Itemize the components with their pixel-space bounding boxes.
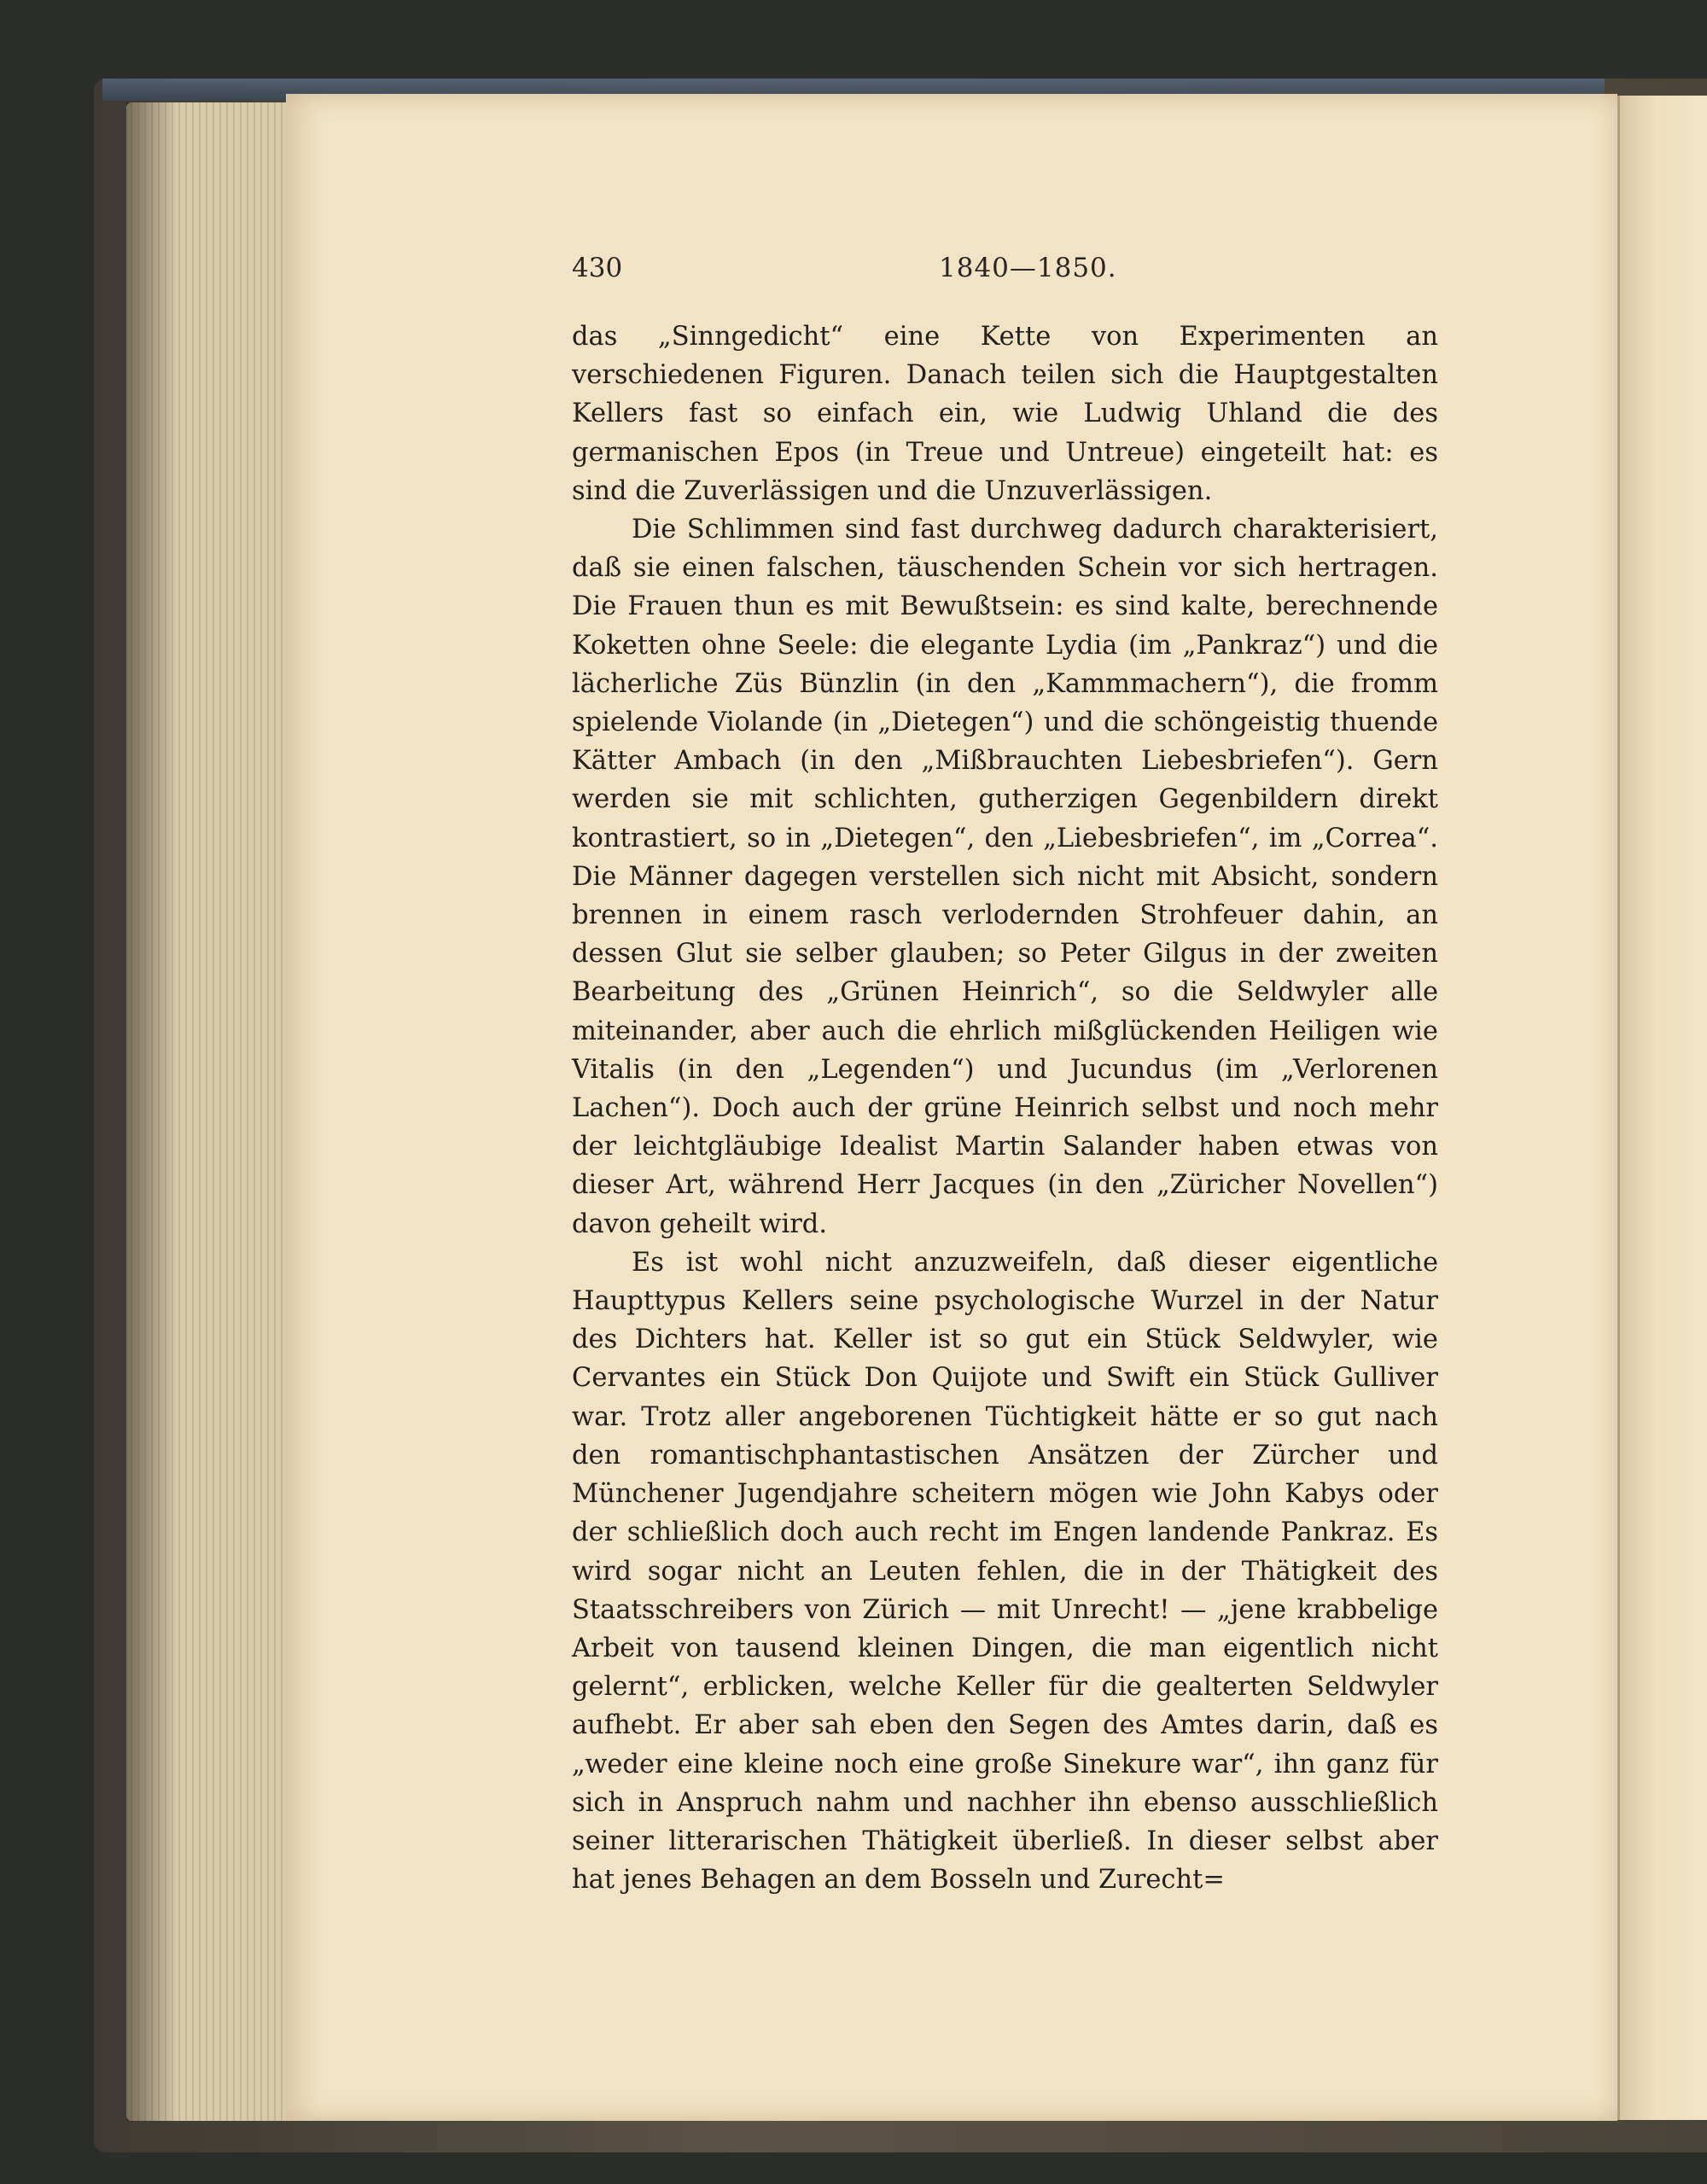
page-stack-shadow bbox=[126, 102, 178, 2121]
body-text bbox=[572, 317, 1438, 1899]
paragraph: Es ist wohl nicht anzuzweifeln, daß dieser eigentliche Haupttypus Kellers seine psychologische Wurzel in der Natur des Dichters hat. Keller ist so gut ein Stück Seldwyler, wie Cervantes ein Stück Don Quijote und Swift ein Stück Gulliver war. Trotz aller angeborenen Tüchtigkeit hätte er so gut nach den romantischphantastischen Ansätzen der Zürcher und Münchener Jugendjahre scheitern mögen wie John Kabys oder der schließlich doch auch recht im Engen landende Pankraz. Es wird sogar nicht an Leuten fehlen, die in der Thätigkeit des Staatsschreibers von Zürich — mit Unrecht! — „jene krabbelige Arbeit von tausend kleinen Dingen, die man eigentlich nicht gelernt“, erblicken, welche Keller für die gealterten Seldwyler aufhebt. Er aber sah eben den Segen des Amtes darin, daß es „weder eine kleine noch eine große Sinekure war“, ihn ganz für sich in Anspruch nahm und nachher ihn ebenso ausschließlich seiner litterarischen Thätigkeit überließ. In dieser selbst aber hat jenes Behagen an dem Bosseln und Zurecht= bbox=[572, 1247, 1438, 1896]
page-header bbox=[572, 253, 1464, 295]
paragraph: Die Schlimmen sind fast durchweg dadurch charakterisiert, daß sie einen falschen, täuschenden Schein vor sich hertragen. Die Frauen thun es mit Bewußtsein: es sind kalte, berechnende Koketten ohne Seele: die elegante Lydia (im „Pankraz“) und die lächerliche Züs Bünzlin (in den „Kammmachern“), die fromm spielende Violande (in „Dietegen“) und die schöngeistig thuende Kätter Ambach (in den „Mißbrauchten Liebesbriefen“). Gern werden sie mit schlichten, gutherzigen Gegenbildern direkt kontrastiert, so in „Dietegen“, den „Liebesbriefen“, im „Correa“. Die Männer dagegen verstellen sich nicht mit Absicht, sondern brennen in einem rasch verlodernden Strohfeuer dahin, an dessen Glut sie selber glauben; so Peter Gilgus in der zweiten Bearbeitung des „Grünen Heinrich“, so die Seldwyler alle miteinander, aber auch die ehrlich mißglückenden Heiligen wie Vitalis (in den „Legenden“) und Jucundus (im „Verlorenen Lachen“). Doch auch der grüne Heinrich selbst und noch mehr der leichtgläubige Idealist Martin Salander haben etwas von dieser Art, während Herr Jacques (in den „Züricher Novellen“) davon geheilt wird. bbox=[572, 515, 1438, 1239]
paragraph: das „Sinngedicht“ eine Kette von Experimenten an verschiedenen Figuren. Danach teilen sich die Hauptgestalten Kellers fast so einfach ein, wie Ludwig Uhland die des germanischen Epos (in Treue und Untreue) eingeteilt hat: es sind die Zuverlässigen und die Unzuverlässigen. bbox=[572, 322, 1438, 506]
running-head: 1840—1850. bbox=[939, 253, 1117, 283]
page-number: 430 bbox=[572, 253, 623, 283]
facing-page-edge bbox=[1617, 96, 1707, 2120]
